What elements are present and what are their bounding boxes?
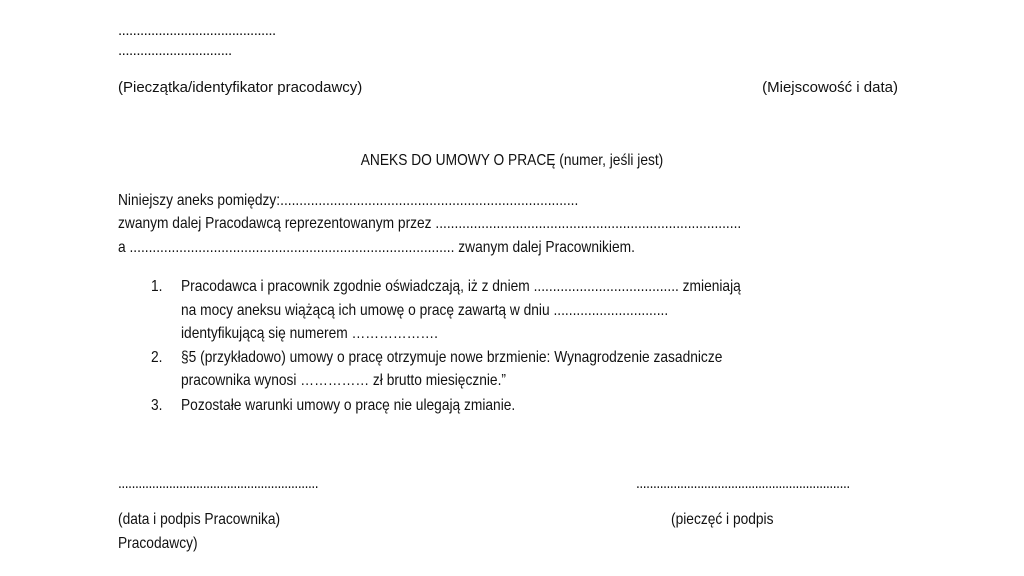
- list-item-text: na mocy aneksu wiążącą ich umowę o pracę zawartą w dniu ..............................: [181, 302, 669, 319]
- list-item-number: 2.: [151, 349, 163, 366]
- employer-signature-line: ...............................................................: [636, 475, 850, 492]
- intro-line-3: a ..................................................................................... zwanym dalej Pracownikiem.: [118, 239, 635, 256]
- list-item-text: pracownika wynosi …………… zł brutto miesięcznie.”: [181, 372, 506, 389]
- employer-stamp-label: (Pieczątka/identyfikator pracodawcy): [118, 79, 363, 96]
- place-date-label: (Miejscowość i data): [762, 79, 898, 96]
- list-item-number: 3.: [151, 397, 163, 414]
- employee-signature-label: (data i podpis Pracownika): [118, 511, 281, 528]
- employee-signature-line: ...........................................................: [118, 475, 319, 492]
- list-item-text: identyfikującą się numerem ……………….: [181, 325, 438, 342]
- list-item-text: Pozostałe warunki umowy o pracę nie ulegają zmianie.: [181, 397, 516, 414]
- list-item-number: 1.: [151, 278, 163, 295]
- list-item-text: Pracodawca i pracownik zgodnie oświadczają, iż z dniem ...................................... zmieniają: [181, 278, 741, 295]
- intro-line-1: Niniejszy aneks pomiędzy:..............................................................................: [118, 192, 579, 209]
- employer-signature-label: (pieczęć i podpis: [671, 511, 774, 528]
- employer-stamp-dots-2: ...............................: [118, 42, 232, 59]
- document-title: ANEKS DO UMOWY O PRACĘ (numer, jeśli jest): [360, 152, 664, 169]
- list-item-text: §5 (przykładowo) umowy o pracę otrzymuje nowe brzmienie: Wynagrodzenie zasadnicze: [181, 349, 723, 366]
- employer-stamp-dots: ...........................................: [118, 22, 276, 39]
- employer-signature-label-cont: Pracodawcy): [118, 535, 198, 552]
- intro-line-2: zwanym dalej Pracodawcą reprezentowanym przez ................................................................................: [118, 215, 742, 232]
